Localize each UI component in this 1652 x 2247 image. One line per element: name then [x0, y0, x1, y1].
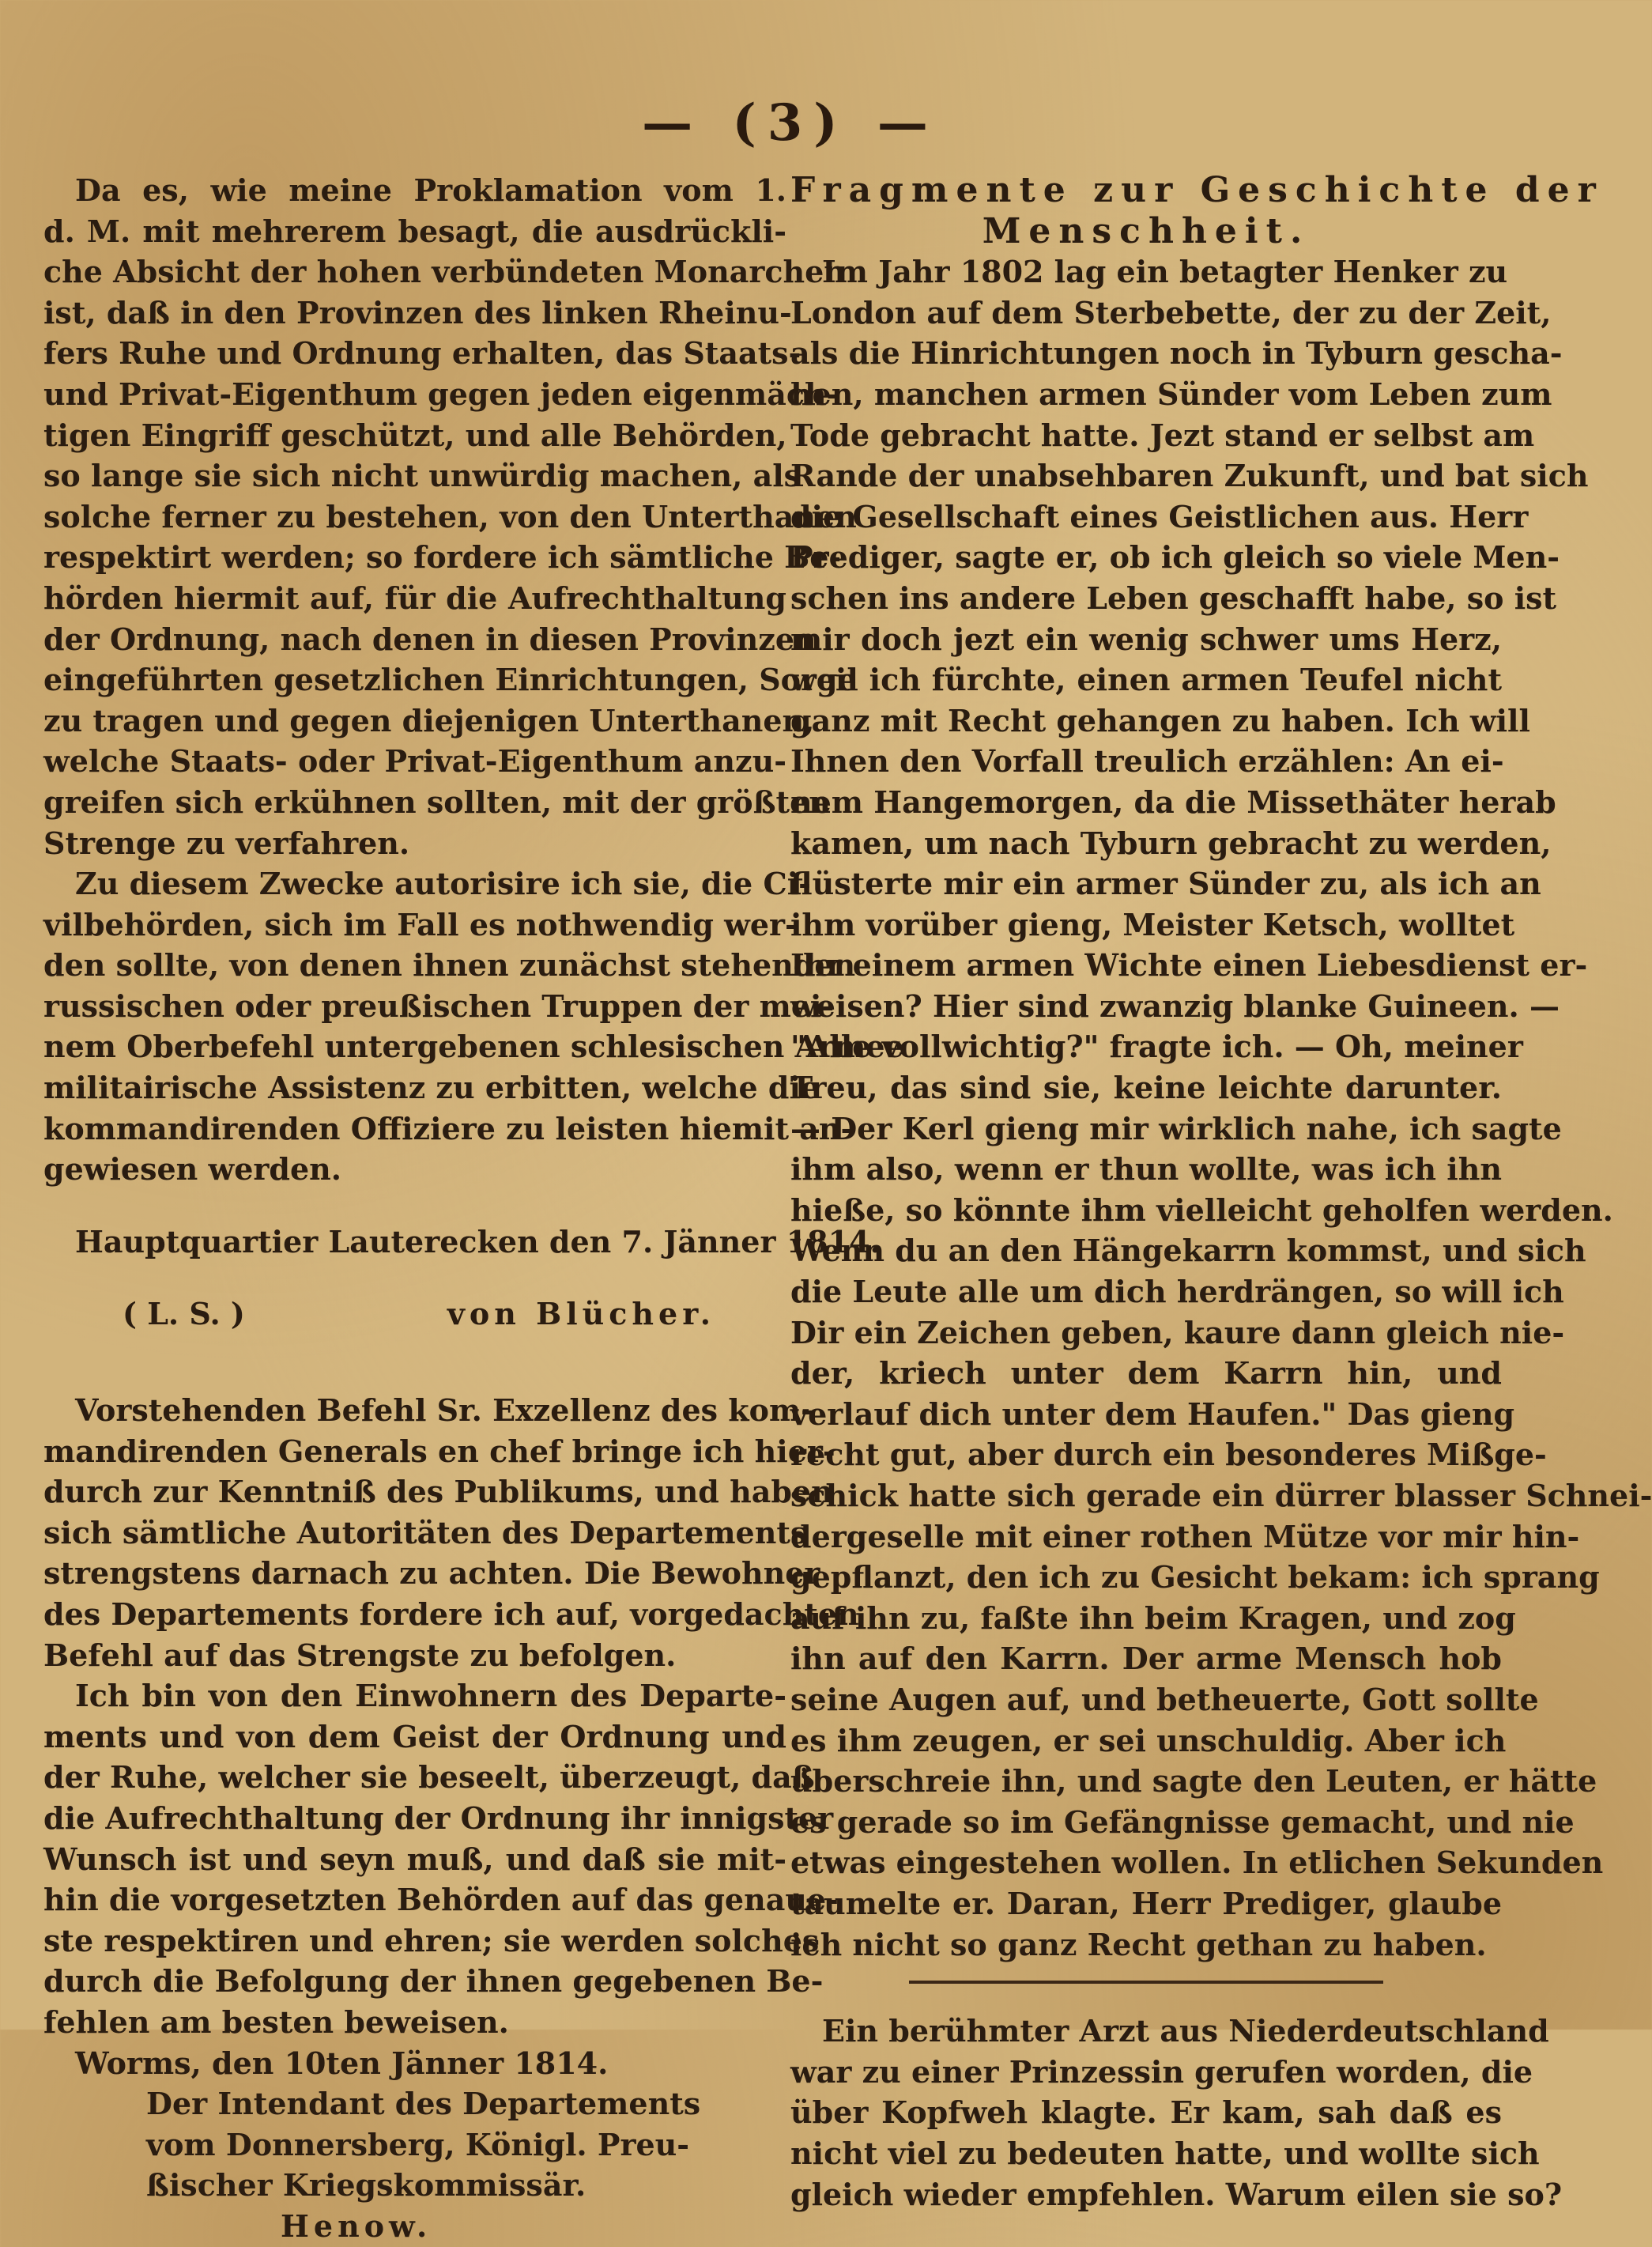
text-line: etwas eingestehen wollen. In etlichen Sekunden [790, 1845, 1604, 1881]
text-line: ich nicht so ganz Recht gethan zu haben. [790, 1926, 1487, 1962]
proclamation-paragraph [43, 170, 857, 863]
text-line: der, kriech unter dem Karrn hin, und [790, 1355, 1502, 1392]
intendant-block [43, 2083, 786, 2206]
text-line: es ihm zeugen, er sei unschuldig. Aber ich [790, 1722, 1507, 1758]
text-line: Dir ein Zeichen geben, kaure dann gleich nie- [790, 1314, 1565, 1350]
text-line: Im Jahr 1802 lag ein betagter Henker zu [822, 254, 1508, 290]
text-line: fehlen am besten beweisen. [43, 2003, 509, 2040]
text-line: ihn auf den Karrn. Der arme Mensch hob [790, 1641, 1502, 1677]
text-line: mandirenden Generals en chef bringe ich hier- [43, 1433, 835, 1469]
text-line: hörden hiermit auf, für die Aufrechthaltung [43, 580, 786, 616]
text-line: es gerade so im Gefängnisse gemacht, und nie [790, 1803, 1575, 1840]
text-line: Vorstehenden Befehl Sr. Exzellenz des kom- [75, 1392, 813, 1429]
text-line: kommandirenden Offiziere zu leisten hiemit an- [43, 1110, 854, 1146]
text-line: ments und von dem Geist der Ordnung und [43, 1718, 786, 1754]
text-line: taumelte er. Daran, Herr Prediger, glaube [790, 1885, 1502, 1921]
text-line: dergeselle mit einer rothen Mütze vor mir hin- [790, 1518, 1580, 1554]
text-line: gepflanzt, den ich zu Gesicht bekam: ich sprang [790, 1559, 1600, 1596]
text-line: Befehl auf das Strengste zu befolgen. [43, 1637, 677, 1673]
text-line: solche ferner zu bestehen, von den Unterthanen [43, 498, 857, 534]
text-line: die Aufrechthaltung der Ordnung ihr innigster [43, 1799, 834, 1836]
right-column [790, 170, 1652, 2215]
text-line: strengstens darnach zu achten. Die Bewohner [43, 1555, 820, 1592]
text-line: ihm vorüber gieng, Meister Ketsch, wolltet [790, 906, 1515, 942]
text-line: der Ordnung, nach denen in diesen Provinzen [43, 621, 817, 657]
text-line: ganz mit Recht gehangen zu haben. Ich will [790, 702, 1530, 738]
text-line: Rande der unabsehbaren Zukunft, und bat sich [790, 458, 1589, 494]
text-line: gleich wieder empfehlen. Warum eilen sie so? [790, 2176, 1563, 2212]
text-line: ste respektiren und ehren; sie werden solches [43, 1922, 820, 1958]
text-line: des Departements fordere ich auf, vorgedachten [43, 1596, 859, 1632]
text-line: überschreie ihn, und sagte den Leuten, er hätte [790, 1763, 1597, 1799]
section-divider [909, 1981, 1383, 1984]
anecdote-paragraph [790, 2011, 1563, 2215]
text-line: hieße, so könnte ihm vielleicht geholfen werden. [790, 1191, 1613, 1228]
text-line: Wenn du an den Hängekarrn kommst, und sich [790, 1233, 1586, 1269]
text-line: hin die vorgesetzten Behörden auf das genaue- [43, 1882, 839, 1918]
text-line: hen, manchen armen Sünder vom Leben zum [790, 376, 1552, 412]
text-line: durch zur Kenntniß des Publikums, und haben [43, 1474, 833, 1510]
authorization-paragraph [43, 863, 904, 1190]
text-line: über Kopfweh klagte. Er kam, sah daß es [790, 2094, 1502, 2131]
worms-date: Worms, den 10ten Jänner 1814. [75, 2045, 609, 2081]
text-line: Tode gebracht hatte. Jezt stand er selbst am [790, 417, 1535, 453]
text-line: Strenge zu verfahren. [43, 825, 410, 861]
conviction-paragraph [43, 1675, 839, 2042]
text-line: als die Hinrichtungen noch in Tyburn gescha- [790, 335, 1563, 372]
text-line: seine Augen auf, und betheuerte, Gott sollte [790, 1681, 1539, 1717]
text-line: nem Hangemorgen, da die Missethäter herab [790, 784, 1556, 820]
text-line: militairische Assistenz zu erbitten, welche die [43, 1070, 820, 1106]
text-line: tigen Eingriff geschützt, und alle Behörden, [43, 417, 787, 453]
text-line: war zu einer Prinzessin gerufen worden, die [790, 2053, 1533, 2090]
text-line: die Gesellschaft eines Geistlichen aus. Herr [790, 498, 1529, 534]
text-line: — Der Kerl gieng mir wirklich nahe, ich sagte [790, 1110, 1562, 1146]
text-line: Zu diesem Zwecke autorisire ich sie, die Ci- [75, 866, 811, 902]
text-line: der Ruhe, welcher sie beseelt, überzeugt, daß [43, 1759, 815, 1796]
text-line: che Absicht der hohen verbündeten Monarchen [43, 254, 846, 290]
text-line: Ihnen den Vorfall treulich erzählen: An ei- [790, 743, 1504, 780]
text-line: d. M. mit mehrerem besagt, die ausdrückli- [43, 213, 786, 249]
story-paragraph [790, 251, 1652, 1965]
text-line: kamen, um nach Tyburn gebracht zu werden, [790, 825, 1552, 861]
text-line: recht gut, aber durch ein besonderes Mißge- [790, 1437, 1547, 1473]
seal: ( L. S. ) [123, 1296, 245, 1332]
article-title-line1: Fragmente zur Geschichte der [790, 170, 1604, 210]
text-line: vom Donnersberg, Königl. Preu- [146, 2126, 690, 2162]
left-column [43, 170, 904, 2247]
text-line: und Privat-Eigenthum gegen jeden eigenmäch- [43, 376, 839, 412]
text-line: vilbehörden, sich im Fall es nothwendig wer- [43, 906, 798, 942]
text-line: Ich bin von den Einwohnern des Departe- [75, 1678, 786, 1714]
text-line: flüsterte mir ein armer Sünder zu, als ich an [790, 866, 1541, 902]
text-line: durch die Befolgung der ihnen gegebenen Be- [43, 1963, 824, 2000]
text-line: nem Oberbefehl untergebenen schlesischen Armee [43, 1029, 904, 1065]
text-line: zu tragen und gegen diejenigen Unterthanen, [43, 702, 815, 738]
article-title-line2: Menschheit. [982, 210, 1311, 251]
order-paragraph [43, 1390, 859, 1675]
text-line: Treu, das sind sie, keine leichte darunter. [790, 1070, 1502, 1106]
text-line: respektirt werden; so fordere ich sämtliche Be- [43, 539, 842, 576]
page-number: — (3) — [642, 93, 939, 153]
text-line: welche Staats- oder Privat-Eigenthum anzu- [43, 743, 786, 780]
text-line: weil ich fürchte, einen armen Teufel nicht [790, 662, 1502, 698]
text-line: mir doch jezt ein wenig schwer ums Herz, [790, 621, 1502, 657]
text-line: sich sämtliche Autoritäten des Departements [43, 1514, 808, 1550]
signature-row [43, 1293, 786, 1335]
text-line: den sollte, von denen ihnen zunächst stehenden [43, 947, 856, 984]
text-line: die Leute alle um dich herdrängen, so will ich [790, 1274, 1564, 1310]
text-line: "Alle vollwichtig?" fragte ich. — Oh, meiner [790, 1029, 1523, 1065]
intendant-name: Henow. [281, 2207, 432, 2244]
text-line: ihm also, wenn er thun wollte, was ich ihn [790, 1151, 1502, 1188]
text-line: nicht viel zu bedeuten hatte, und wollte sich [790, 2135, 1540, 2171]
text-line: so lange sie sich nicht unwürdig machen, als [43, 458, 801, 494]
text-line: London auf dem Sterbebette, der zu der Zeit, [790, 294, 1552, 330]
signatory: von Blücher. [447, 1296, 715, 1332]
text-line: greifen sich erkühnen sollten, mit der größten [43, 784, 831, 820]
text-line: Wunsch ist und seyn muß, und daß sie mit- [43, 1841, 786, 1877]
text-line: fers Ruhe und Ordnung erhalten, das Staats- [43, 335, 801, 372]
text-line: verlauf dich unter dem Haufen." Das gieng [790, 1395, 1515, 1432]
text-line: Ein berühmter Arzt aus Niederdeutschland [822, 2013, 1549, 2049]
text-line: Der Intendant des Departements [146, 2086, 701, 2122]
text-line: Ihr einem armen Wichte einen Liebesdienst er- [790, 947, 1588, 984]
text-line: auf ihn zu, faßte ihn beim Kragen, und zog [790, 1599, 1516, 1636]
text-line: Prediger, sagte er, ob ich gleich so viele Men- [790, 539, 1560, 576]
text-line: eingeführten gesetzlichen Einrichtungen, Sorge [43, 662, 857, 698]
text-line: Da es, wie meine Proklamation vom 1. [75, 172, 786, 208]
text-line: schen ins andere Leben geschafft habe, so ist [790, 580, 1557, 616]
text-line: ßischer Kriegskommissär. [146, 2167, 586, 2204]
text-line: russischen oder preußischen Truppen der mei- [43, 988, 835, 1024]
text-line: gewiesen werden. [43, 1151, 342, 1188]
place-date: Hauptquartier Lauterecken den 7. Jänner 1814. [75, 1223, 881, 1259]
text-line: ist, daß in den Provinzen des linken Rheinu- [43, 294, 792, 330]
text-line: weisen? Hier sind zwanzig blanke Guineen. — [790, 988, 1560, 1024]
text-line: schick hatte sich gerade ein dürrer blasser Schnei- [790, 1478, 1652, 1513]
